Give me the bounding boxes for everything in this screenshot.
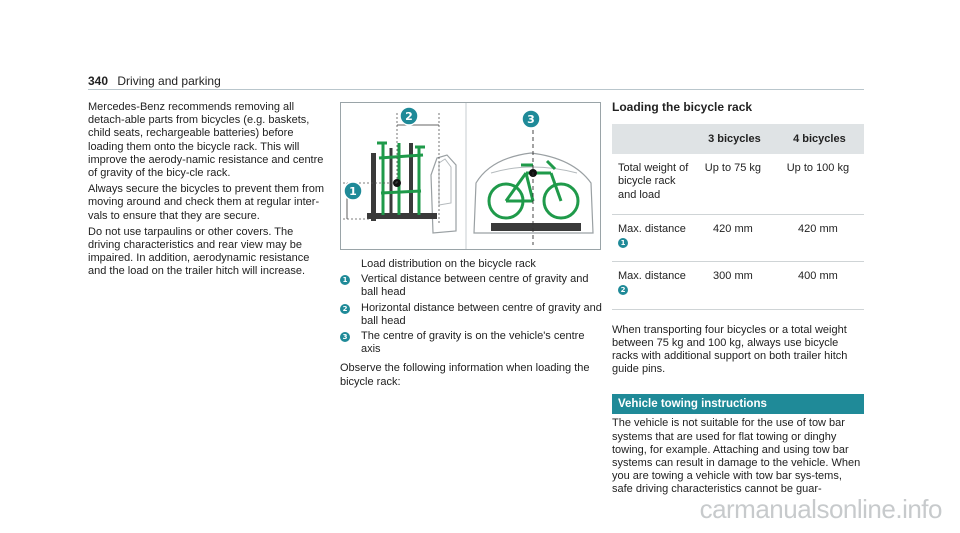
- number-badge: 3: [340, 332, 350, 342]
- table-row: [612, 154, 864, 214]
- rack-base-rear: [491, 223, 581, 231]
- table-header-cell: 4 bicycles: [775, 124, 864, 154]
- rack-post: [371, 153, 376, 221]
- rack-base: [367, 213, 437, 219]
- intro-paragraph: Mercedes-Benz recommends removing all detach-able parts from bicycles (e.g. baskets, child seats, rechargeable batteries) before loading them onto the bicycle rack. This will improve the aerody-namic resistance and centre of gravity of the bicy-cle rack.: [88, 101, 324, 180]
- table-cell-label: [612, 154, 694, 214]
- table-cell-label: [612, 262, 694, 309]
- figure-marker-label: 3: [527, 113, 535, 126]
- section-name: Driving and parking: [117, 74, 221, 88]
- legend-item-text: Vertical distance between centre of gravity and ball head: [361, 273, 589, 299]
- table-cell: 300 mm: [694, 262, 775, 309]
- header-divider: [88, 89, 864, 90]
- intro-paragraph: Always secure the bicycles to prevent them from moving around and check them at regular inter-vals to ensure that they are secure.: [88, 183, 324, 222]
- towing-section-title: Vehicle towing instructions: [612, 394, 864, 414]
- table-cell-label: [612, 214, 694, 261]
- bicycles-side-view: [377, 143, 425, 215]
- four-bicycles-note: When transporting four bicycles or a total weight between 75 kg and 100 kg, always use bicycle racks with additional support on both trailer hitch guide pins.: [612, 323, 848, 376]
- bicycle-rack-illustration: [341, 103, 600, 249]
- table-cell: Up to 75 kg: [694, 154, 775, 214]
- towing-text: The vehicle is not suitable for the use of tow bar systems that are used for flat towing or dinghy towing, for example. Attaching and using tow bar systems can result in damage to the vehicle. When you are towing a vehicle with tow bar sys-tems, safe driving characteristics cannot be guar-: [612, 417, 861, 496]
- page-number: 340: [88, 74, 109, 88]
- intro-column: [88, 101, 328, 282]
- legend-item: [340, 330, 602, 356]
- section-title: Loading the bicycle rack: [612, 100, 753, 114]
- table-row: [612, 262, 864, 309]
- table-cell: Up to 100 kg: [775, 154, 864, 214]
- number-badge: 1: [340, 275, 350, 285]
- table-row: [612, 214, 864, 261]
- legend-item: [340, 302, 602, 328]
- bicycle-rack-figure: [340, 102, 601, 250]
- table-header-row: [612, 124, 864, 154]
- loading-column: [612, 101, 864, 497]
- page-header: [88, 74, 221, 88]
- observe-text: Observe the following information when loading the bicycle rack:: [340, 362, 590, 388]
- figure-caption: Load distribution on the bicycle rack: [361, 258, 536, 270]
- table-header-cell: [612, 124, 694, 154]
- row-label: Total weight of bicycle rack and load: [618, 162, 689, 201]
- legend-item-text: Horizontal distance between centre of gravity and ball head: [361, 301, 602, 327]
- legend-item: [340, 273, 602, 299]
- row-label: Max. distance: [618, 222, 686, 235]
- number-badge: 2: [340, 304, 350, 314]
- row-label: Max. distance: [618, 270, 686, 283]
- number-badge: 1: [618, 238, 628, 248]
- figure-marker-label: 1: [349, 185, 357, 198]
- watermark-text: carmanualsonline.info: [699, 494, 942, 524]
- table-cell: 420 mm: [694, 214, 775, 261]
- table-cell: 420 mm: [775, 214, 864, 261]
- legend-item-text: The centre of gravity is on the vehicle's centre axis: [361, 330, 585, 356]
- intro-paragraph: Do not use tarpaulins or other covers. The driving characteristics and rear view may be impaired. In addition, aerodynamic resistance and the load on the trailer hitch will increase.: [88, 225, 310, 278]
- figure-marker-label: 2: [405, 110, 413, 123]
- load-spec-table: [612, 124, 864, 309]
- car-window: [439, 159, 451, 205]
- figure-legend: [340, 258, 602, 389]
- table-header-cell: 3 bicycles: [694, 124, 775, 154]
- table-cell: 400 mm: [775, 262, 864, 309]
- number-badge: 2: [618, 285, 628, 295]
- car-outline: [431, 155, 456, 233]
